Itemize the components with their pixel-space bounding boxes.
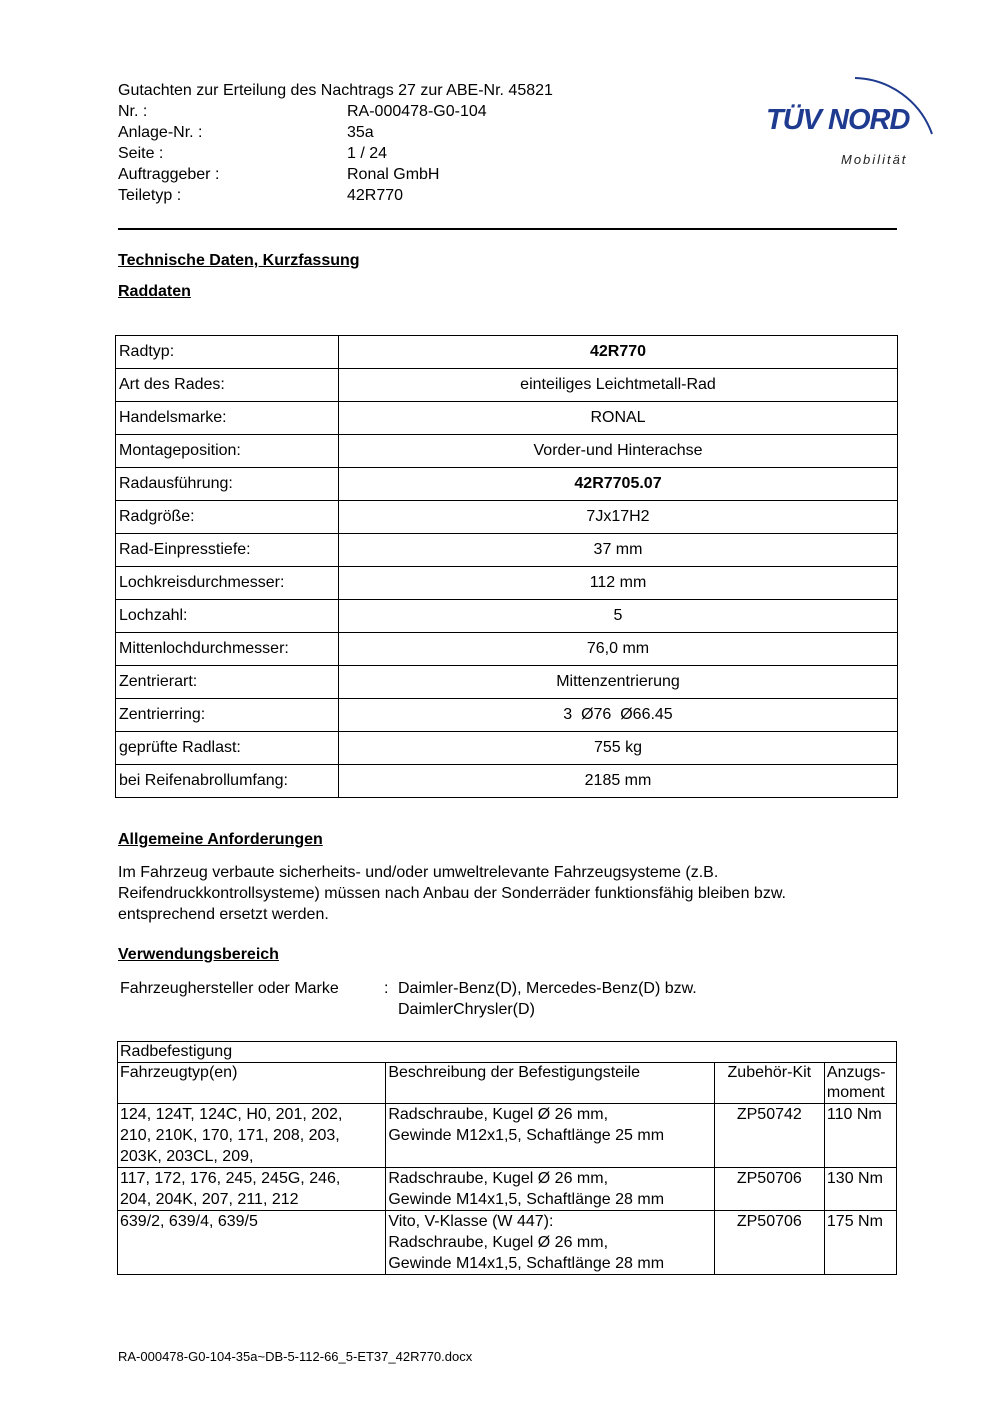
field-label: Nr. : (118, 103, 148, 120)
row-value: einteiliges Leichtmetall-Rad (339, 369, 898, 402)
heading-wheel-data: Raddaten (118, 283, 191, 300)
logo-subtitle: Mobilität (841, 152, 908, 167)
row-label: Radtyp: (116, 336, 339, 369)
field-label: Seite : (118, 145, 164, 162)
general-requirements-text (118, 862, 908, 925)
heading-general-requirements: Allgemeine Anforderungen (118, 831, 323, 848)
logo-brand: TÜV NORD (766, 104, 910, 136)
row-label: Lochzahl: (116, 600, 339, 633)
row-value: RONAL (339, 402, 898, 435)
column-header-kit: Zubehör-Kit (714, 1063, 824, 1104)
text-line: 117, 172, 176, 245, 245G, 246, (120, 1170, 341, 1187)
row-label: Zentrierart: (116, 666, 339, 699)
table-row (116, 633, 898, 666)
text-line: 210, 210K, 170, 171, 208, 203, (120, 1127, 340, 1144)
tuv-nord-logo (760, 56, 945, 176)
torque-cell: 110 Nm (824, 1104, 896, 1168)
text-line: 203K, 203CL, 209, (120, 1148, 254, 1165)
kit-cell: ZP50706 (714, 1168, 824, 1211)
text-line: Im Fahrzeug verbaute sicherheits- und/oder umweltrelevante Fahrzeugsysteme (z.B. (118, 864, 719, 881)
heading-usage-scope: Verwendungsbereich (118, 946, 279, 963)
table-header-row (118, 1063, 897, 1104)
row-label: Mittenlochdurchmesser: (116, 633, 339, 666)
kit-cell: ZP50706 (714, 1211, 824, 1275)
header-field-page (118, 143, 678, 164)
manufacturer-value (398, 978, 778, 1020)
text-line: Gewinde M14x1,5, Schaftlänge 28 mm (388, 1191, 665, 1208)
header-field-attachment (118, 122, 678, 143)
text-line: Radschraube, Kugel Ø 26 mm, (388, 1234, 609, 1251)
text-line: moment (826, 1084, 885, 1101)
table-row (116, 468, 898, 501)
description-cell (386, 1211, 714, 1275)
field-value: 1 / 24 (347, 145, 388, 162)
document-header (118, 80, 678, 206)
kit-cell: ZP50742 (714, 1104, 824, 1168)
document-footer-filename: RA-000478-G0-104-35a~DB-5-112-66_5-ET37_42R770.docx (118, 1349, 473, 1364)
table-row (116, 534, 898, 567)
table-row (116, 435, 898, 468)
field-value: Ronal GmbH (347, 166, 440, 183)
table-row (118, 1168, 897, 1211)
row-value: 7Jx17H2 (339, 501, 898, 534)
torque-cell: 175 Nm (824, 1211, 896, 1275)
vehicle-types-cell (118, 1104, 386, 1168)
row-label: Handelsmarke: (116, 402, 339, 435)
header-divider (118, 228, 897, 230)
text-line: Anzugs- (826, 1064, 886, 1081)
header-field-part-type (118, 185, 678, 206)
row-value: 112 mm (339, 567, 898, 600)
text-line: Gewinde M14x1,5, Schaftlänge 28 mm (388, 1255, 665, 1272)
column-header-vehicle-types: Fahrzeugtyp(en) (118, 1063, 386, 1104)
row-value: Mittenzentrierung (339, 666, 898, 699)
column-header-torque (824, 1063, 896, 1104)
text-line: entsprechend ersetzt werden. (118, 906, 329, 923)
row-value: 2185 mm (339, 765, 898, 798)
table-title: Radbefestigung (118, 1042, 897, 1063)
row-value: Vorder-und Hinterachse (339, 435, 898, 468)
table-row (116, 369, 898, 402)
text-line: Vito, V-Klasse (W 447): (388, 1213, 554, 1230)
header-field-number (118, 101, 678, 122)
row-value: 42R770 (339, 336, 898, 369)
torque-cell: 130 Nm (824, 1168, 896, 1211)
row-label: Zentrierring: (116, 699, 339, 732)
field-label: Teiletyp : (118, 187, 182, 204)
table-row (116, 765, 898, 798)
text-line: 124, 124T, 124C, H0, 201, 202, (120, 1106, 343, 1123)
row-value: 3 Ø76 Ø66.45 (339, 699, 898, 732)
table-row (116, 336, 898, 369)
text-line: Radschraube, Kugel Ø 26 mm, (388, 1170, 609, 1187)
row-label: Radausführung: (116, 468, 339, 501)
text-line: Daimler-Benz(D), Mercedes-Benz(D) bzw. (398, 980, 697, 997)
text-line: Radschraube, Kugel Ø 26 mm, (388, 1106, 609, 1123)
table-row (116, 600, 898, 633)
wheel-fixing-table (117, 1041, 897, 1275)
table-row (116, 501, 898, 534)
header-field-client (118, 164, 678, 185)
vehicle-types-cell (118, 1211, 386, 1275)
field-value: 42R770 (347, 187, 404, 204)
description-cell (386, 1168, 714, 1211)
text-line: DaimlerChrysler(D) (398, 1001, 535, 1018)
table-title-row (118, 1042, 897, 1063)
row-value: 755 kg (339, 732, 898, 765)
text-line: Reifendruckkontrollsysteme) müssen nach Anbau der Sonderräder funktionsfähig bleiben bzw. (118, 885, 786, 902)
text-line: 639/2, 639/4, 639/5 (120, 1213, 258, 1230)
text-line: 204, 204K, 207, 211, 212 (120, 1191, 299, 1208)
vehicle-types-cell (118, 1168, 386, 1211)
table-row (118, 1104, 897, 1168)
report-title: Gutachten zur Erteilung des Nachtrags 27 zur ABE-Nr. 45821 (118, 82, 553, 99)
column-header-description: Beschreibung der Befestigungsteile (386, 1063, 714, 1104)
row-label: Montageposition: (116, 435, 339, 468)
text-line: Gewinde M12x1,5, Schaftlänge 25 mm (388, 1127, 665, 1144)
table-row (118, 1211, 897, 1275)
table-row (116, 567, 898, 600)
wheel-data-table (115, 335, 898, 798)
row-label: bei Reifenabrollumfang: (116, 765, 339, 798)
row-value: 5 (339, 600, 898, 633)
heading-technical-data: Technische Daten, Kurzfassung (118, 252, 360, 269)
row-label: Lochkreisdurchmesser: (116, 567, 339, 600)
table-row (116, 666, 898, 699)
row-value: 37 mm (339, 534, 898, 567)
manufacturer-colon: : (384, 980, 389, 997)
field-label: Auftraggeber : (118, 166, 220, 183)
row-value: 42R7705.07 (339, 468, 898, 501)
row-label: Art des Rades: (116, 369, 339, 402)
field-label: Anlage-Nr. : (118, 124, 203, 141)
row-label: Radgröße: (116, 501, 339, 534)
field-value: RA-000478-G0-104 (347, 103, 487, 120)
field-value: 35a (347, 124, 374, 141)
row-label: geprüfte Radlast: (116, 732, 339, 765)
table-row (116, 402, 898, 435)
manufacturer-label: Fahrzeughersteller oder Marke (120, 980, 339, 997)
table-row (116, 699, 898, 732)
row-label: Rad-Einpresstiefe: (116, 534, 339, 567)
description-cell (386, 1104, 714, 1168)
table-row (116, 732, 898, 765)
row-value: 76,0 mm (339, 633, 898, 666)
